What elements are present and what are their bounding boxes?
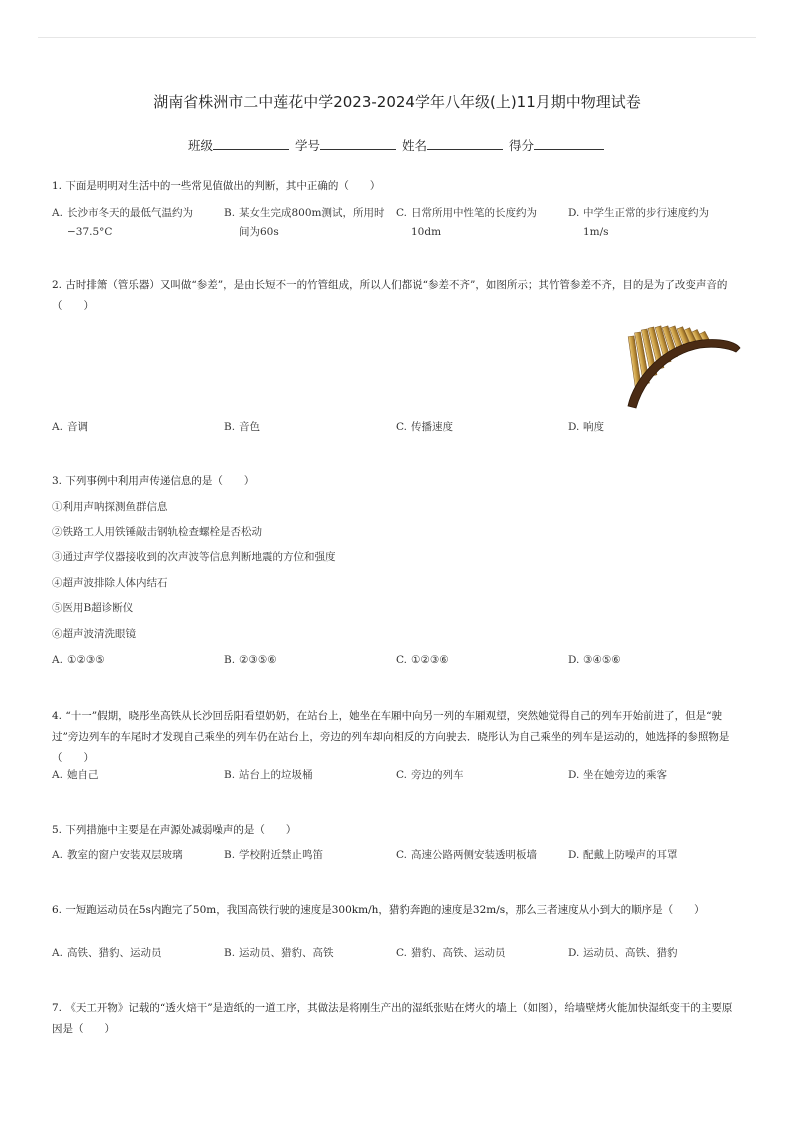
option-text: 运动员、高铁、猎豹 — [583, 947, 678, 959]
question-3-item-5: ⑤医用B超诊断仪 — [52, 602, 134, 614]
option-text: 坐在她旁边的乘客 — [583, 769, 667, 781]
option-label: A. — [52, 849, 63, 861]
option-text: 高铁、猎豹、运动员 — [67, 947, 162, 959]
student-id-label: 学号 — [294, 138, 320, 153]
question-3-item-6: ⑥超声波清洗眼镜 — [52, 628, 136, 640]
page-title: 湖南省株洲市二中莲花中学2023-2024学年八年级(上)11月期中物理试卷 — [153, 93, 641, 111]
option-text: 学校附近禁止鸣笛 — [239, 849, 323, 861]
option-label: D. — [568, 849, 580, 861]
question-3-item-3: ③通过声学仪器接收到的次声波等信息判断地震的方位和强度 — [52, 551, 336, 563]
option-label: D. — [568, 207, 580, 219]
question-6-options — [52, 944, 742, 964]
name-label: 姓名 — [401, 138, 427, 153]
option-text: 配戴上防噪声的耳罩 — [583, 849, 678, 861]
option-text: ②③⑤⑥ — [239, 654, 277, 666]
option-text: 旁边的列车 — [411, 769, 464, 781]
question-5-stem: 5. 下列措施中主要是在声源处减弱噪声的是（ ） — [52, 824, 297, 836]
question-7-stem: 7. 《天工开物》记载的“透火焙干”是造纸的一道工序，其做法是将刚生产出的湿纸张贴在烤火的墙上（如图），给墙壁烤火能加快湿纸变干的主要原因是（ ） — [52, 1002, 733, 1035]
option-text: 教室的窗户安装双层玻璃 — [67, 849, 183, 861]
option-text: 响度 — [583, 421, 604, 433]
question-3-item-2: ②铁路工人用铁锤敲击钢轨检查螺栓是否松动 — [52, 526, 262, 538]
question-1-stem: 1. 下面是明明对生活中的一些常见值做出的判断，其中正确的（ ） — [52, 180, 381, 192]
question-1-options — [52, 204, 742, 244]
option-text: 长沙市冬天的最低气温约为−37.5°C — [67, 207, 193, 238]
option-text: 站台上的垃圾桶 — [239, 769, 313, 781]
option-label: A. — [52, 421, 63, 433]
question-4-stem: 4. “十一”假期，晓彤坐高铁从长沙回岳阳看望奶奶，在站台上，她坐在车厢中向另一列的车厢观望，突然她觉得自己的列车开始前进了，但是“驶过”旁边列车的车尾时才发现自己乘坐的列车仍在站台上，旁边的列车却向相反的方向驶去．晓彤认为自己乘坐的列车是运动的，她选择的参照物是（ ） — [52, 710, 730, 764]
panpipe-image — [624, 318, 744, 410]
question-3-item-1: ①利用声呐探测鱼群信息 — [52, 501, 168, 513]
score-blank[interactable] — [534, 137, 604, 150]
option-text: 她自己 — [67, 769, 99, 781]
question-2-stem: 2. 古时排箫（管乐器）又叫做“参差”，是由长短不一的竹管组成，所以人们都说“参差不齐”，如图所示；其竹管参差不齐，目的是为了改变声音的（ ） — [52, 279, 728, 312]
option-label: B. — [224, 849, 236, 861]
option-text: 某女生完成800m测试，所用时间为60s — [239, 207, 385, 238]
option-label: D. — [568, 769, 580, 781]
option-text: ③④⑤⑥ — [583, 654, 621, 666]
option-label: C. — [396, 421, 407, 433]
option-text: 音色 — [239, 421, 260, 433]
option-label: B. — [224, 769, 236, 781]
option-label: C. — [396, 654, 407, 666]
option-label: A. — [52, 947, 63, 959]
option-label: D. — [568, 654, 580, 666]
student-info-line — [0, 136, 794, 154]
option-text: 猎豹、高铁、运动员 — [411, 947, 506, 959]
question-6-stem: 6. 一短跑运动员在5s内跑完了50m，我国高铁行驶的速度是300km/h，猎豹奔跑的速度是32m/s，那么三者速度从小到大的顺序是（ ） — [52, 904, 705, 916]
option-label: D. — [568, 947, 580, 959]
option-label: A. — [52, 654, 63, 666]
question-3-item-4: ④超声波排除人体内结石 — [52, 577, 168, 589]
option-label: B. — [224, 421, 236, 433]
option-label: A. — [52, 769, 63, 781]
option-text: 中学生正常的步行速度约为1m/s — [583, 207, 709, 238]
option-text: 日常所用中性笔的长度约为10dm — [411, 207, 537, 238]
class-blank[interactable] — [213, 137, 289, 150]
score-label: 得分 — [508, 138, 534, 153]
option-text: 音调 — [67, 421, 88, 433]
question-3-options — [52, 651, 742, 671]
panpipe-band — [628, 339, 740, 408]
option-label: B. — [224, 654, 236, 666]
option-label: B. — [224, 947, 236, 959]
option-label: C. — [396, 207, 407, 219]
question-4-options — [52, 766, 742, 786]
option-text: 高速公路两侧安装透明板墙 — [411, 849, 537, 861]
option-label: B. — [224, 207, 236, 219]
option-label: A. — [52, 207, 63, 219]
option-label: C. — [396, 769, 407, 781]
name-blank[interactable] — [427, 137, 503, 150]
option-text: 运动员、猎豹、高铁 — [239, 947, 334, 959]
option-label: C. — [396, 947, 407, 959]
student-id-blank[interactable] — [320, 137, 396, 150]
option-text: ①②③⑥ — [411, 654, 449, 666]
question-2-options — [52, 418, 742, 438]
question-5-options — [52, 846, 742, 866]
top-divider — [38, 37, 756, 38]
option-label: D. — [568, 421, 580, 433]
option-label: C. — [396, 849, 407, 861]
question-3-stem: 3. 下列事例中利用声传递信息的是（ ） — [52, 475, 255, 487]
class-label: 班级 — [187, 138, 213, 153]
option-text: 传播速度 — [411, 421, 453, 433]
option-text: ①②③⑤ — [67, 654, 105, 666]
